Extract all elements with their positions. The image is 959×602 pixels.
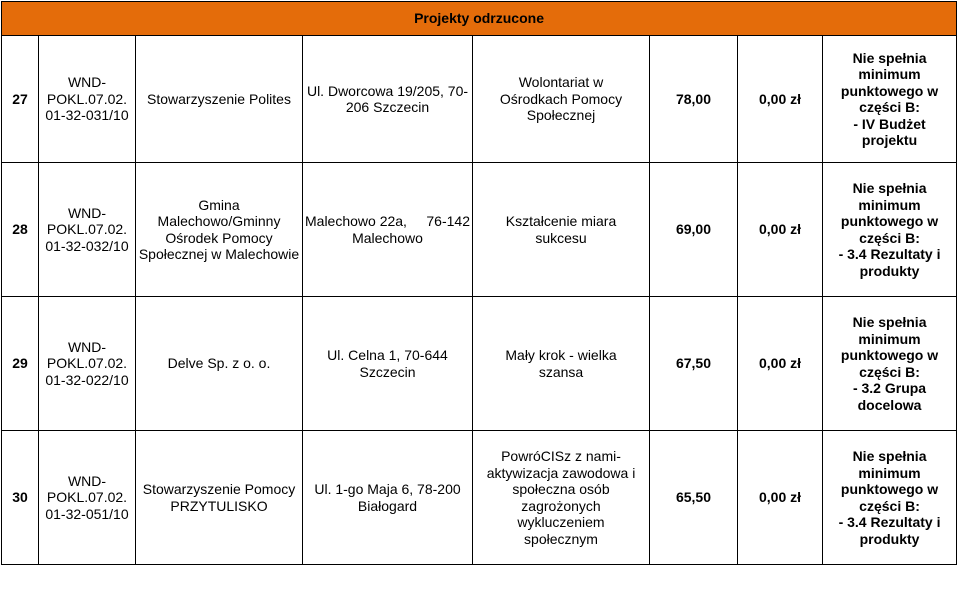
applicant-name [136,431,303,565]
project-title [473,163,650,297]
application-code-line: POKL.07.02. [46,221,128,238]
applicant-name-line: Delve Sp. z o. o. [167,355,271,372]
table-row [2,163,957,297]
applicant-address-line: Malechowo [352,229,423,246]
applicant-address [303,36,473,163]
application-code-line: POKL.07.02. [46,355,128,372]
project-title-line: Ośrodkach Pomocy [499,90,623,107]
rejection-reason-line: produkty [859,262,920,279]
rejection-reason-line: części B: [859,229,920,246]
applicant-name-line: PRZYTULISKO [170,497,268,514]
application-code-line: WND- [67,74,107,91]
rejection-reason-line: - IV Budżet projektu [853,115,926,148]
rejection-reason-line: punktowego w [840,82,939,99]
applicant-address-line: Ul. Celna 1, 70-644 [327,347,448,363]
applicant-address-line: Szczecin [359,363,416,380]
applicant-address-line: Białogard [357,497,418,514]
points-score: 78,00 [650,36,738,163]
project-title-line: społeczna osób [512,481,610,497]
rejected-projects-table [1,1,957,565]
rejection-reason [823,297,957,431]
applicant-name [136,36,303,163]
applicant-address-line: Ul. 1-go Maja 6, 78-200 [314,481,461,497]
application-code-line: POKL.07.02. [46,489,128,506]
rejection-reason-line: docelowa [857,396,922,413]
rejection-reason-line: Nie spełnia [852,314,927,330]
applicant-address [303,163,473,297]
rejection-reason-line: minimum [858,464,921,481]
granted-amount: 0,00 zł [738,297,823,431]
table-row [2,36,957,163]
application-code-line: WND- [67,472,107,489]
project-title-line: Kształcenie miara [505,213,617,229]
project-title-line: aktywizacja zawodowa i [486,464,636,481]
row-number: 29 [2,297,39,431]
rejection-reason-line: Nie spełnia [852,180,927,196]
row-number: 28 [2,163,39,297]
points-score: 65,50 [650,431,738,565]
applicant-name [136,297,303,431]
application-code [39,297,136,431]
applicant-name-line: Stowarzyszenie Pomocy [142,481,296,497]
rejection-reason-line: - 3.4 Rezultaty i [838,246,941,262]
application-code [39,431,136,565]
application-code-line: 01-32-031/10 [45,107,129,124]
applicant-address [303,431,473,565]
rejection-reason-line: minimum [858,330,921,347]
project-title-line: zagrożonych [521,497,601,514]
rejection-reason-line: części B: [859,363,920,380]
rejection-reason-line: części B: [859,497,920,514]
applicant-name-line: Stowarzyszenie Polites [147,90,291,107]
granted-amount: 0,00 zł [738,431,823,565]
rejection-reason-line: punktowego w [840,481,939,497]
project-title [473,431,650,565]
applicant-name-line: Ośrodek Pomocy [165,229,273,246]
project-title-line: wykluczeniem [517,514,605,530]
rejection-reason [823,431,957,565]
rejection-reason-line: - 3.4 Rezultaty i [838,514,941,530]
granted-amount: 0,00 zł [738,163,823,297]
project-title-line: Mały krok - wielka [505,347,617,363]
section-title: Projekty odrzucone [2,2,957,36]
project-title-line: PowróCISz z nami- [501,448,621,464]
row-number: 27 [2,36,39,163]
project-title-line: szansa [538,363,584,380]
points-score: 67,50 [650,297,738,431]
rejection-reason-line: minimum [858,196,921,213]
project-title-line: sukcesu [535,229,587,246]
points-score: 69,00 [650,163,738,297]
application-code-line: 01-32-051/10 [45,505,129,522]
application-code [39,36,136,163]
rejection-reason-line: Nie spełnia [852,448,927,464]
applicant-name-line: Społecznej w Malechowie [138,246,300,262]
applicant-address [303,297,473,431]
table-header-row [2,2,957,36]
project-title-line: Społecznej [526,107,596,124]
project-title [473,36,650,163]
applicant-address-line: Malechowo 22a, 76-142 [305,213,470,229]
rejection-reason-line: części B: [859,99,920,115]
application-code-line: WND- [67,338,107,355]
rejection-reason-line: Nie spełnia [852,49,927,66]
applicant-name-line: Gmina [198,196,240,213]
application-code-line: 01-32-032/10 [45,237,129,254]
applicant-address-line: 206 Szczecin [345,99,430,115]
rejection-reason-line: produkty [859,530,920,547]
table-row [2,297,957,431]
rejection-reason-line: punktowego w [840,347,939,363]
granted-amount: 0,00 zł [738,36,823,163]
rejection-reason-line: minimum [858,66,921,82]
project-title-line: społecznym [524,530,598,547]
project-title-line: Wolontariat w [518,74,604,91]
rejection-reason [823,36,957,163]
application-code [39,163,136,297]
table-row [2,431,957,565]
application-code-line: POKL.07.02. [46,90,128,107]
application-code-line: WND- [67,204,107,221]
applicant-name-line: Malechowo/Gminny [157,213,281,229]
rejection-reason [823,163,957,297]
rejection-reason-line: punktowego w [840,213,939,229]
rejection-reason-line: - 3.2 Grupa [852,380,927,396]
applicant-name [136,163,303,297]
row-number: 30 [2,431,39,565]
application-code-line: 01-32-022/10 [45,371,129,388]
project-title [473,297,650,431]
applicant-address-line: Ul. Dworcowa 19/205, 70- [306,82,469,99]
